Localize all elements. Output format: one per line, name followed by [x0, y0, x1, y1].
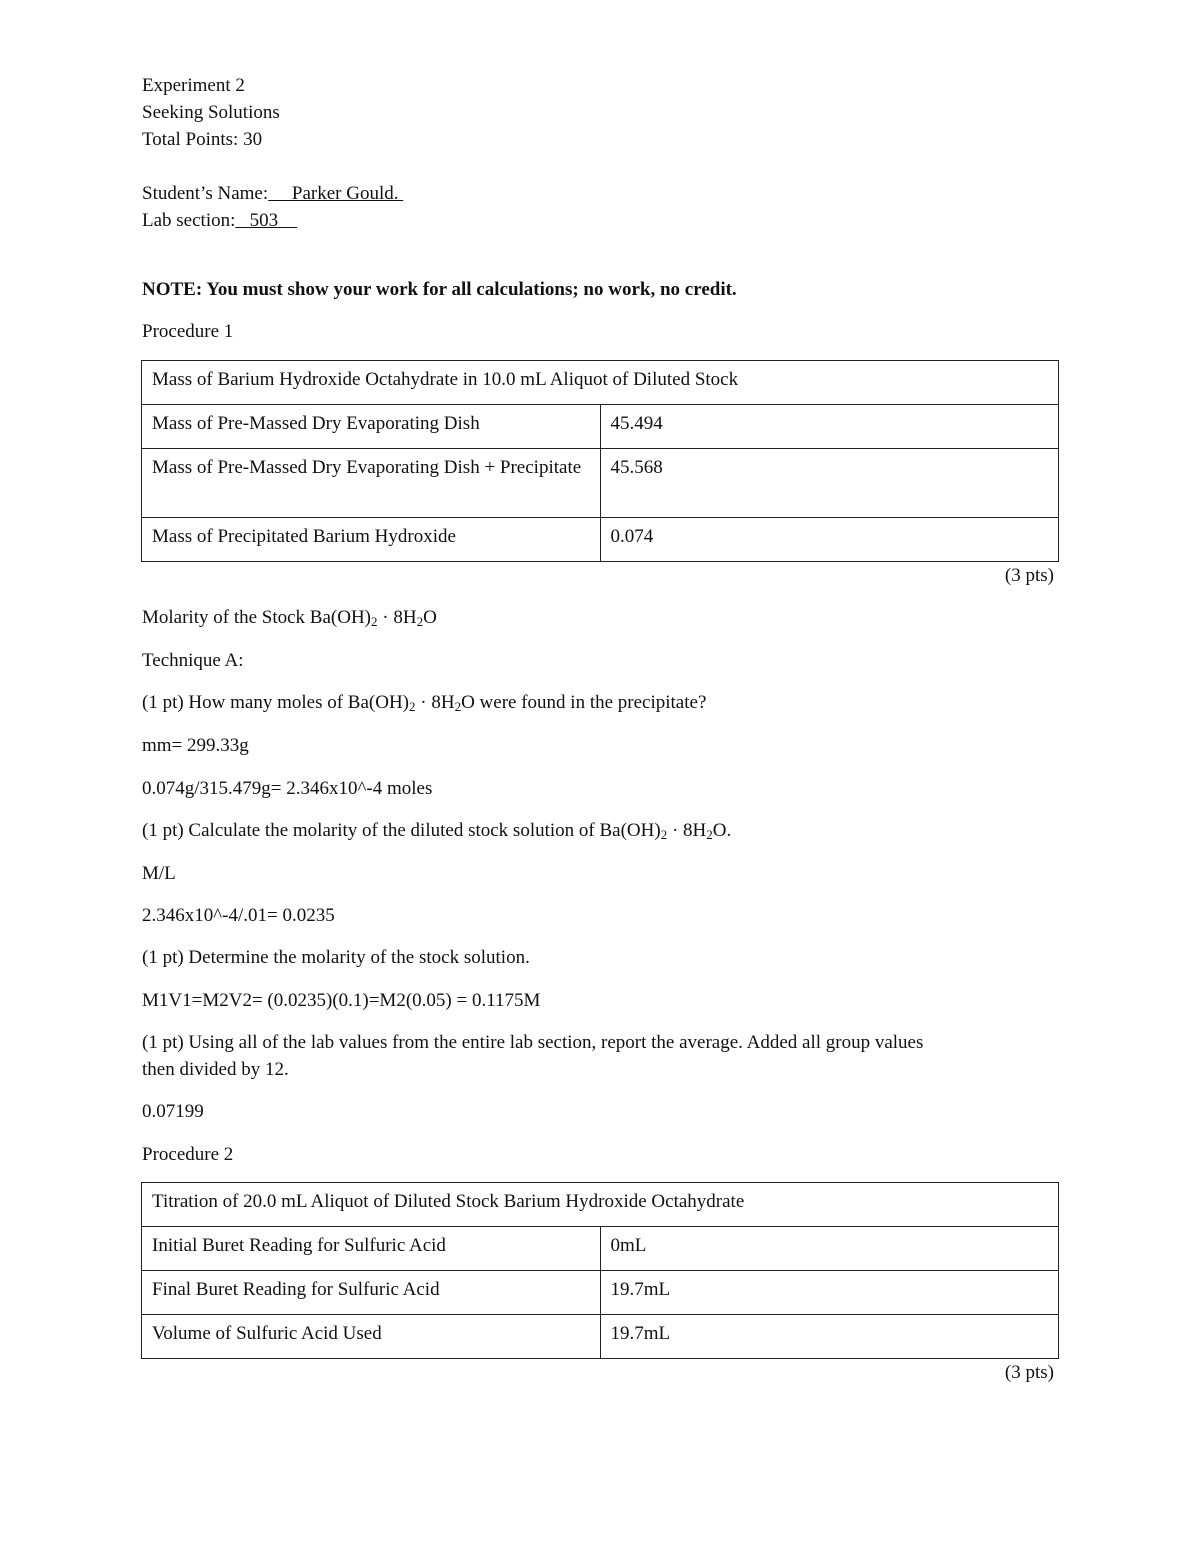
question-2 — [142, 819, 731, 843]
question-4-line-2: then divided by 12. — [142, 1059, 289, 1080]
student-name-label: Student’s Name: — [142, 183, 269, 204]
table-cell-label: Initial Buret Reading for Sulfuric Acid — [142, 1227, 601, 1271]
table-row — [142, 361, 1059, 405]
table-row — [142, 1227, 1059, 1271]
procedure1-title: Procedure 1 — [142, 321, 234, 342]
table-cell-value: 45.494 — [600, 405, 1059, 449]
answer-2-line-1: M/L — [142, 863, 176, 884]
lab-section-value: 503 — [235, 210, 298, 231]
procedure1-points: (3 pts) — [1004, 565, 1054, 586]
table-row — [142, 405, 1059, 449]
subscript: 2 — [416, 614, 424, 629]
procedure1-table-title: Mass of Barium Hydroxide Octahydrate in 10.0 mL Aliquot of Diluted Stock — [142, 361, 1059, 405]
table-cell-label: Volume of Sulfuric Acid Used — [142, 1315, 601, 1359]
table-cell-value: 45.568 — [600, 449, 1059, 518]
subscript: 2 — [454, 699, 462, 714]
table-row — [142, 1315, 1059, 1359]
molarity-heading-text: · 8H — [377, 607, 417, 628]
table-row — [142, 518, 1059, 562]
question-4-line-1: (1 pt) Using all of the lab values from the entire lab section, report the average. Added all group values — [142, 1032, 924, 1053]
question-text: · 8H — [415, 692, 455, 713]
question-text: O were found in the precipitate? — [461, 692, 707, 713]
table-row — [142, 1183, 1059, 1227]
experiment-title: Experiment 2 — [142, 75, 245, 96]
molarity-heading-text: O — [423, 607, 437, 628]
question-text: · 8H — [667, 820, 707, 841]
student-name-value: Parker Gould. — [268, 183, 404, 204]
molarity-heading-text: Molarity of the Stock Ba(OH) — [142, 607, 372, 628]
procedure2-table-title: Titration of 20.0 mL Aliquot of Diluted Stock Barium Hydroxide Octahydrate — [142, 1183, 1059, 1227]
question-text: (1 pt) Calculate the molarity of the diluted stock solution of Ba(OH) — [142, 820, 661, 841]
procedure2-table — [141, 1182, 1059, 1359]
total-points: Total Points: 30 — [142, 129, 263, 150]
technique-label: Technique A: — [142, 650, 244, 671]
experiment-subtitle: Seeking Solutions — [142, 102, 280, 123]
table-cell-label: Mass of Pre-Massed Dry Evaporating Dish + Precipitate — [142, 449, 601, 518]
subscript: 2 — [660, 827, 668, 842]
table-row — [142, 1271, 1059, 1315]
answer-4: 0.07199 — [142, 1101, 204, 1122]
answer-2-line-2: 2.346x10^-4/.01= 0.0235 — [142, 905, 335, 926]
table-row — [142, 449, 1059, 518]
answer-1-line-2: 0.074g/315.479g= 2.346x10^-4 moles — [142, 778, 433, 799]
subscript: 2 — [409, 699, 416, 714]
answer-3: M1V1=M2V2= (0.0235)(0.1)=M2(0.05) = 0.1175M — [142, 990, 541, 1011]
table-cell-value: 0.074 — [600, 518, 1059, 562]
procedure1-table — [141, 360, 1059, 562]
table-cell-value: 19.7mL — [600, 1271, 1059, 1315]
subscript: 2 — [706, 827, 713, 842]
subscript: 2 — [371, 614, 378, 629]
table-cell-label: Mass of Pre-Massed Dry Evaporating Dish — [142, 405, 601, 449]
table-cell-value: 0mL — [600, 1227, 1059, 1271]
note-text: NOTE: You must show your work for all calculations; no work, no credit. — [142, 279, 737, 300]
answer-1-line-1: mm= 299.33g — [142, 735, 249, 756]
question-text: (1 pt) How many moles of Ba(OH) — [142, 692, 410, 713]
procedure2-points: (3 pts) — [1004, 1362, 1054, 1383]
question-3: (1 pt) Determine the molarity of the stock solution. — [142, 947, 530, 968]
table-cell-label: Mass of Precipitated Barium Hydroxide — [142, 518, 601, 562]
molarity-heading — [142, 606, 437, 630]
question-1 — [142, 691, 706, 715]
table-cell-value: 19.7mL — [600, 1315, 1059, 1359]
student-name-line — [142, 182, 403, 206]
lab-section-label: Lab section: — [142, 210, 236, 231]
procedure2-title: Procedure 2 — [142, 1144, 234, 1165]
table-cell-label: Final Buret Reading for Sulfuric Acid — [142, 1271, 601, 1315]
lab-section-line — [142, 209, 297, 233]
question-text: O. — [712, 820, 732, 841]
